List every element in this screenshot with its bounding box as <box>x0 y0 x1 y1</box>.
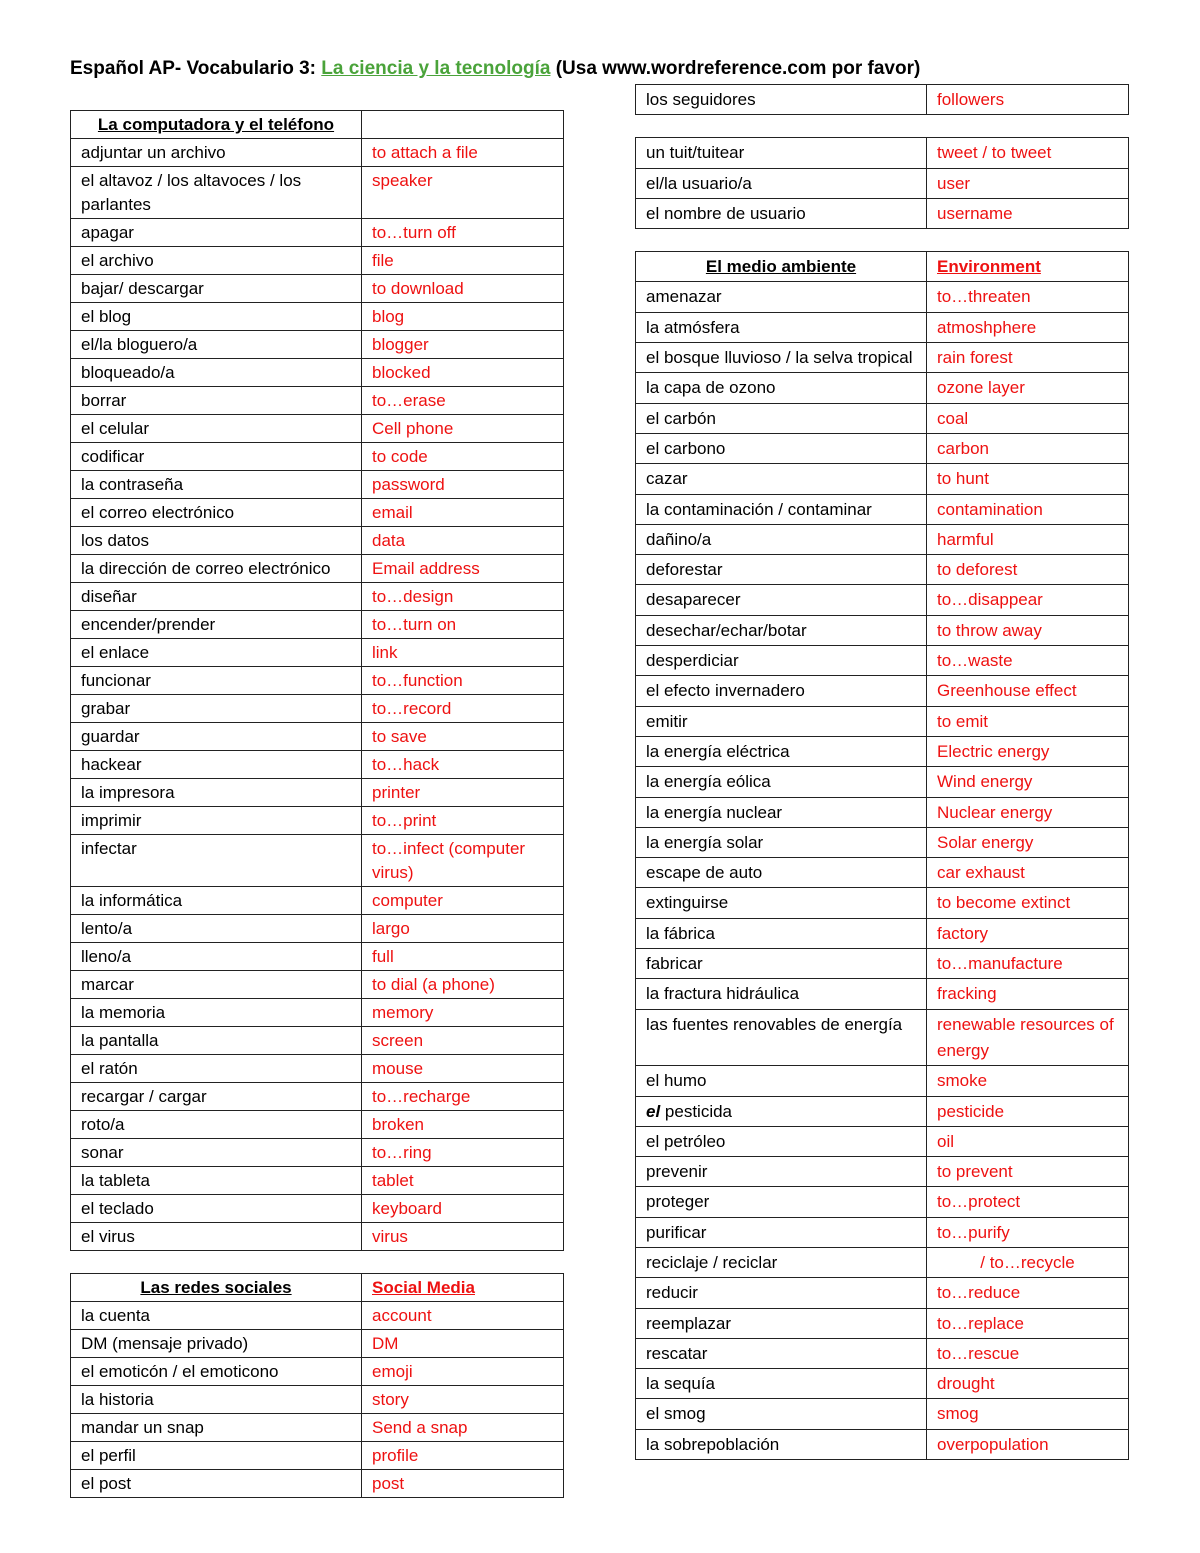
spanish-term: las fuentes renovables de energía <box>636 1009 927 1066</box>
spanish-term: mandar un snap <box>71 1414 362 1442</box>
english-translation: computer <box>362 887 564 915</box>
spanish-term: lleno/a <box>71 943 362 971</box>
english-translation: DM <box>362 1330 564 1358</box>
table-row <box>636 1429 1129 1459</box>
spanish-term: reemplazar <box>636 1308 927 1338</box>
left-column <box>70 110 564 1520</box>
table-row <box>636 1066 1129 1096</box>
english-translation: to dial (a phone) <box>362 971 564 999</box>
table-row <box>71 331 564 359</box>
spanish-term: hackear <box>71 751 362 779</box>
spanish-term: guardar <box>71 723 362 751</box>
spanish-term: marcar <box>71 971 362 999</box>
english-translation: blog <box>362 303 564 331</box>
spanish-term: el perfil <box>71 1442 362 1470</box>
english-translation: Greenhouse effect <box>927 676 1129 706</box>
spanish-term: la cuenta <box>71 1302 362 1330</box>
spanish-term: el smog <box>636 1399 927 1429</box>
table-row <box>636 1126 1129 1156</box>
english-translation: to…rescue <box>927 1338 1129 1368</box>
spanish-term: recargar / cargar <box>71 1083 362 1111</box>
table-row <box>636 1217 1129 1247</box>
english-translation: user <box>927 168 1129 198</box>
table-row <box>71 1083 564 1111</box>
english-translation: to throw away <box>927 615 1129 645</box>
computer-vocab-table <box>70 110 564 1251</box>
english-translation: account <box>362 1302 564 1330</box>
english-translation: Solar energy <box>927 827 1129 857</box>
english-translation: to…purify <box>927 1217 1129 1247</box>
spanish-term: la energía eléctrica <box>636 736 927 766</box>
spanish-term: el efecto invernadero <box>636 676 927 706</box>
table-row <box>71 415 564 443</box>
table-row <box>636 555 1129 585</box>
english-translation: carbon <box>927 433 1129 463</box>
english-translation: largo <box>362 915 564 943</box>
english-translation: to emit <box>927 706 1129 736</box>
english-translation: emoji <box>362 1358 564 1386</box>
english-translation: to save <box>362 723 564 751</box>
table-row <box>636 888 1129 918</box>
english-translation: to…infect (computer virus) <box>362 835 564 887</box>
spanish-term: grabar <box>71 695 362 723</box>
table-row <box>636 198 1129 228</box>
table-row <box>636 168 1129 198</box>
english-translation: memory <box>362 999 564 1027</box>
spanish-term: la sequía <box>636 1369 927 1399</box>
spanish-term: el altavoz / los altavoces / los parlantes <box>71 167 362 219</box>
spanish-term: bloqueado/a <box>71 359 362 387</box>
table-row <box>71 499 564 527</box>
table-row <box>636 1369 1129 1399</box>
spanish-term: la sobrepoblación <box>636 1429 927 1459</box>
english-translation: to…record <box>362 695 564 723</box>
spanish-term: los datos <box>71 527 362 555</box>
english-translation: story <box>362 1386 564 1414</box>
spanish-term: cazar <box>636 464 927 494</box>
english-translation: Wind energy <box>927 767 1129 797</box>
english-translation: to…disappear <box>927 585 1129 615</box>
page-title <box>70 58 920 80</box>
title-topic: La ciencia y la tecnología <box>321 58 551 79</box>
table-row <box>71 695 564 723</box>
spanish-term: el/la bloguero/a <box>71 331 362 359</box>
spanish-term: la impresora <box>71 779 362 807</box>
table-row <box>71 971 564 999</box>
english-translation: password <box>362 471 564 499</box>
spanish-term: la energía nuclear <box>636 797 927 827</box>
spanish-term: el correo electrónico <box>71 499 362 527</box>
table-row <box>71 999 564 1027</box>
table-row <box>636 1308 1129 1338</box>
english-translation: tablet <box>362 1167 564 1195</box>
spanish-term: la informática <box>71 887 362 915</box>
spanish-term: el humo <box>636 1066 927 1096</box>
english-translation: username <box>927 198 1129 228</box>
spanish-term: el nombre de usuario <box>636 198 927 228</box>
english-translation: pesticide <box>927 1096 1129 1126</box>
spanish-term: adjuntar un archivo <box>71 139 362 167</box>
spanish-term: el emoticón / el emoticono <box>71 1358 362 1386</box>
english-translation: screen <box>362 1027 564 1055</box>
english-translation: to…reduce <box>927 1278 1129 1308</box>
spanish-term: el ratón <box>71 1055 362 1083</box>
table-row <box>71 275 564 303</box>
spanish-term: el enlace <box>71 639 362 667</box>
table-row <box>71 471 564 499</box>
table-row <box>636 403 1129 433</box>
table-row <box>636 585 1129 615</box>
spanish-term: el petróleo <box>636 1126 927 1156</box>
spanish-term: un tuit/tuitear <box>636 138 927 168</box>
table-row <box>71 887 564 915</box>
table-row <box>71 527 564 555</box>
spanish-term: el post <box>71 1470 362 1498</box>
spanish-term: el pesticida <box>636 1096 927 1126</box>
table-row <box>636 524 1129 554</box>
table-row <box>71 943 564 971</box>
table-row <box>71 1195 564 1223</box>
english-translation: to…design <box>362 583 564 611</box>
english-translation: ozone layer <box>927 373 1129 403</box>
english-translation: to…function <box>362 667 564 695</box>
english-translation: to…replace <box>927 1308 1129 1338</box>
table-row <box>71 583 564 611</box>
english-translation: blocked <box>362 359 564 387</box>
spanish-term: la dirección de correo electrónico <box>71 555 362 583</box>
spanish-term: lento/a <box>71 915 362 943</box>
table-header <box>636 252 1129 282</box>
english-translation: oil <box>927 1126 1129 1156</box>
spanish-term: el archivo <box>71 247 362 275</box>
english-translation: smog <box>927 1399 1129 1429</box>
table-row <box>71 1330 564 1358</box>
social-continued-table-b <box>635 137 1129 229</box>
spanish-term: desaparecer <box>636 585 927 615</box>
spanish-term: el bosque lluvioso / la selva tropical <box>636 343 927 373</box>
table-row <box>71 1111 564 1139</box>
table-row <box>71 1139 564 1167</box>
social-continued-table-a <box>635 84 1129 115</box>
english-translation: / to…recycle <box>927 1247 1129 1277</box>
table-row <box>71 555 564 583</box>
english-translation: coal <box>927 403 1129 433</box>
table-row <box>636 827 1129 857</box>
english-translation: contamination <box>927 494 1129 524</box>
table-row <box>71 443 564 471</box>
spanish-term: la fábrica <box>636 918 927 948</box>
english-translation: to deforest <box>927 555 1129 585</box>
english-translation: drought <box>927 1369 1129 1399</box>
english-translation: file <box>362 247 564 275</box>
spanish-term: dañino/a <box>636 524 927 554</box>
spanish-term: la contaminación / contaminar <box>636 494 927 524</box>
spanish-term: extinguirse <box>636 888 927 918</box>
spanish-term: desperdiciar <box>636 646 927 676</box>
spanish-term: borrar <box>71 387 362 415</box>
english-translation: car exhaust <box>927 858 1129 888</box>
spanish-term: el carbono <box>636 433 927 463</box>
table-row <box>636 797 1129 827</box>
spanish-term: infectar <box>71 835 362 887</box>
table-row <box>636 433 1129 463</box>
table-row <box>71 1055 564 1083</box>
english-translation: post <box>362 1470 564 1498</box>
spanish-term: funcionar <box>71 667 362 695</box>
spanish-term: la atmósfera <box>636 312 927 342</box>
english-translation: printer <box>362 779 564 807</box>
spanish-term: la fractura hidráulica <box>636 979 927 1009</box>
english-translation: harmful <box>927 524 1129 554</box>
english-translation: renewable resources of energy <box>927 1009 1129 1066</box>
english-translation: tweet / to tweet <box>927 138 1129 168</box>
spanish-term: amenazar <box>636 282 927 312</box>
english-translation: fracking <box>927 979 1129 1009</box>
english-translation: to download <box>362 275 564 303</box>
spanish-term: DM (mensaje privado) <box>71 1330 362 1358</box>
spanish-term: la historia <box>71 1386 362 1414</box>
article-emphasis: el <box>646 1101 661 1121</box>
spanish-term: la memoria <box>71 999 362 1027</box>
table-row <box>636 949 1129 979</box>
table-row <box>636 1338 1129 1368</box>
table-row <box>636 373 1129 403</box>
table-row <box>636 85 1129 115</box>
table-row <box>636 615 1129 645</box>
table-row <box>636 676 1129 706</box>
table-row <box>636 343 1129 373</box>
spanish-term: la contraseña <box>71 471 362 499</box>
table-header <box>71 111 564 139</box>
english-translation: link <box>362 639 564 667</box>
table-row <box>71 247 564 275</box>
table-row <box>636 138 1129 168</box>
spanish-term: el celular <box>71 415 362 443</box>
table-row <box>71 1414 564 1442</box>
table-row <box>636 858 1129 888</box>
english-translation: overpopulation <box>927 1429 1129 1459</box>
right-column <box>635 84 1129 1482</box>
english-translation: to become extinct <box>927 888 1129 918</box>
english-translation: to hunt <box>927 464 1129 494</box>
spanish-term: los seguidores <box>636 85 927 115</box>
spanish-term: reducir <box>636 1278 927 1308</box>
spanish-term: sonar <box>71 1139 362 1167</box>
header-english: Social Media <box>362 1274 564 1302</box>
table-row <box>71 807 564 835</box>
english-translation: Send a snap <box>362 1414 564 1442</box>
table-row <box>636 494 1129 524</box>
table-row <box>636 1157 1129 1187</box>
spanish-term: prevenir <box>636 1157 927 1187</box>
english-translation: full <box>362 943 564 971</box>
table-row <box>636 312 1129 342</box>
spanish-term: la tableta <box>71 1167 362 1195</box>
english-translation: to…manufacture <box>927 949 1129 979</box>
english-translation: to…erase <box>362 387 564 415</box>
table-row <box>71 387 564 415</box>
english-translation: Email address <box>362 555 564 583</box>
spanish-term: proteger <box>636 1187 927 1217</box>
spanish-term: desechar/echar/botar <box>636 615 927 645</box>
english-translation: email <box>362 499 564 527</box>
header-spanish: Las redes sociales <box>71 1274 362 1302</box>
table-row <box>71 1358 564 1386</box>
table-row <box>71 1167 564 1195</box>
table-row <box>636 1278 1129 1308</box>
table-row <box>636 1096 1129 1126</box>
english-translation: to…turn off <box>362 219 564 247</box>
table-row <box>71 1027 564 1055</box>
spanish-term: el virus <box>71 1223 362 1251</box>
table-row <box>71 723 564 751</box>
spanish-term: encender/prender <box>71 611 362 639</box>
english-translation: broken <box>362 1111 564 1139</box>
english-translation: to attach a file <box>362 139 564 167</box>
spanish-term: imprimir <box>71 807 362 835</box>
english-translation: to code <box>362 443 564 471</box>
table-row <box>636 646 1129 676</box>
table-row <box>636 1009 1129 1066</box>
table-row <box>71 639 564 667</box>
english-translation: to…turn on <box>362 611 564 639</box>
table-row <box>71 359 564 387</box>
english-translation: to…hack <box>362 751 564 779</box>
social-vocab-table <box>70 1273 564 1498</box>
spanish-term: apagar <box>71 219 362 247</box>
english-translation: to…recharge <box>362 1083 564 1111</box>
spanish-term: roto/a <box>71 1111 362 1139</box>
english-translation: to…protect <box>927 1187 1129 1217</box>
table-header <box>71 1274 564 1302</box>
english-translation: to…ring <box>362 1139 564 1167</box>
english-translation: to…threaten <box>927 282 1129 312</box>
table-row <box>71 1442 564 1470</box>
table-row <box>636 464 1129 494</box>
english-translation: keyboard <box>362 1195 564 1223</box>
english-translation: to…waste <box>927 646 1129 676</box>
table-row <box>71 1470 564 1498</box>
table-row <box>636 767 1129 797</box>
table-row <box>71 139 564 167</box>
table-row <box>71 1223 564 1251</box>
environment-vocab-table <box>635 251 1129 1460</box>
english-translation: to…print <box>362 807 564 835</box>
header-spanish: El medio ambiente <box>636 252 927 282</box>
title-prefix: Español AP- Vocabulario 3: <box>70 58 322 79</box>
table-row <box>636 1187 1129 1217</box>
table-row <box>636 282 1129 312</box>
spanish-term: la energía eólica <box>636 767 927 797</box>
english-translation: atmoshphere <box>927 312 1129 342</box>
spanish-term: diseñar <box>71 583 362 611</box>
english-translation: followers <box>927 85 1129 115</box>
english-translation: speaker <box>362 167 564 219</box>
spanish-term: escape de auto <box>636 858 927 888</box>
table-row <box>71 667 564 695</box>
spanish-term: bajar/ descargar <box>71 275 362 303</box>
table-row <box>71 835 564 887</box>
table-row <box>636 1247 1129 1277</box>
spanish-term: el teclado <box>71 1195 362 1223</box>
table-row <box>636 736 1129 766</box>
table-row <box>636 979 1129 1009</box>
spanish-term: la pantalla <box>71 1027 362 1055</box>
english-translation: blogger <box>362 331 564 359</box>
table-row <box>71 915 564 943</box>
header-english: Environment <box>927 252 1129 282</box>
spanish-term: el blog <box>71 303 362 331</box>
english-translation: virus <box>362 1223 564 1251</box>
table-row <box>71 219 564 247</box>
title-suffix: (Usa www.wordreference.com por favor) <box>550 58 921 79</box>
table-row <box>71 1386 564 1414</box>
spanish-term: fabricar <box>636 949 927 979</box>
english-translation: rain forest <box>927 343 1129 373</box>
table-row <box>71 303 564 331</box>
spanish-term: el/la usuario/a <box>636 168 927 198</box>
spanish-term: deforestar <box>636 555 927 585</box>
header-english <box>362 111 564 139</box>
english-translation: factory <box>927 918 1129 948</box>
table-row <box>636 1399 1129 1429</box>
spanish-term: codificar <box>71 443 362 471</box>
table-row <box>636 918 1129 948</box>
table-row <box>71 751 564 779</box>
spanish-term: el carbón <box>636 403 927 433</box>
spanish-term: purificar <box>636 1217 927 1247</box>
english-translation: profile <box>362 1442 564 1470</box>
table-row <box>71 1302 564 1330</box>
table-row <box>71 167 564 219</box>
spanish-term: rescatar <box>636 1338 927 1368</box>
english-translation: Electric energy <box>927 736 1129 766</box>
table-row <box>71 779 564 807</box>
english-translation: Nuclear energy <box>927 797 1129 827</box>
table-row <box>71 611 564 639</box>
english-translation: data <box>362 527 564 555</box>
spanish-term: la energía solar <box>636 827 927 857</box>
spanish-term: emitir <box>636 706 927 736</box>
spanish-term: reciclaje / reciclar <box>636 1247 927 1277</box>
spanish-term: la capa de ozono <box>636 373 927 403</box>
english-translation: Cell phone <box>362 415 564 443</box>
english-translation: to prevent <box>927 1157 1129 1187</box>
english-translation: mouse <box>362 1055 564 1083</box>
table-row <box>636 706 1129 736</box>
english-translation: smoke <box>927 1066 1129 1096</box>
header-spanish: La computadora y el teléfono <box>71 111 362 139</box>
